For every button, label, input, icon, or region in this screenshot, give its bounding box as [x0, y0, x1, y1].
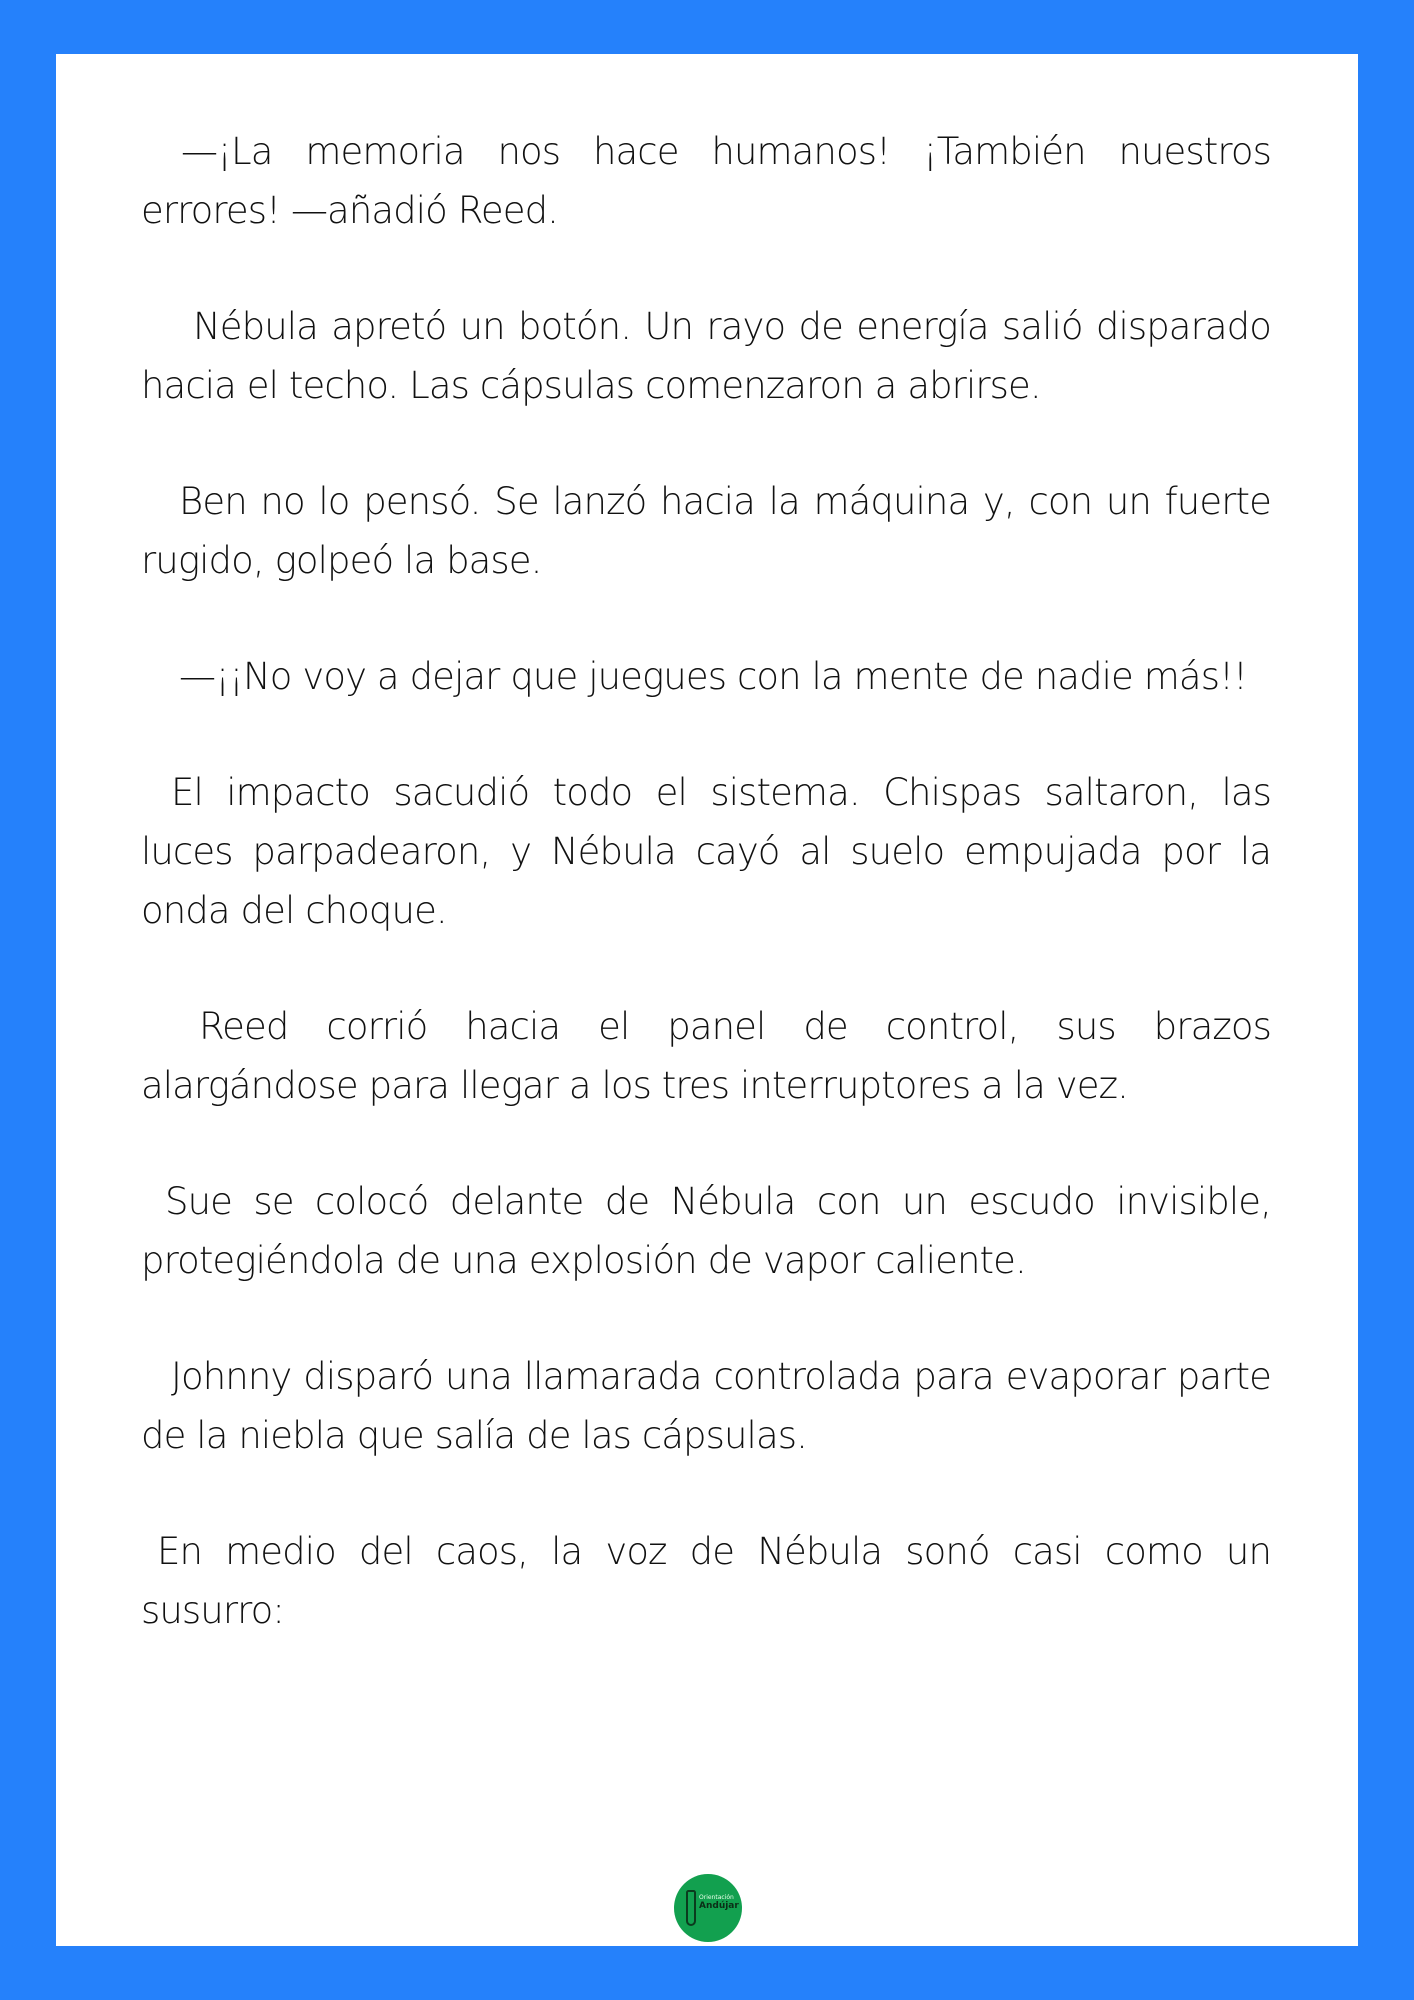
paragraph-8: Johnny disparó una llamarada controlada para evaporar parte de la niebla que salía de las cápsulas. — [141, 1355, 1271, 1457]
pencil-icon — [686, 1890, 696, 1926]
footer-logo — [674, 1874, 742, 1942]
paragraph-1: —¡La memoria nos hace humanos! ¡También nuestros errores! —añadió Reed. — [141, 130, 1271, 232]
paragraph-9: En medio del caos, la voz de Nébula sonó casi como un susurro: — [141, 1530, 1271, 1632]
paragraph-6: Reed corrió hacia el panel de control, sus brazos alargándose para llegar a los tres interruptores a la vez. — [141, 1005, 1271, 1107]
paragraph-3: Ben no lo pensó. Se lanzó hacia la máquina y, con un fuerte rugido, golpeó la base. — [141, 480, 1271, 582]
story-text — [141, 122, 1271, 1697]
paragraph-7: Sue se colocó delante de Nébula con un escudo invisible, protegiéndola de una explosión de vapor caliente. — [141, 1180, 1271, 1282]
logo-top-text: Orientación — [699, 1894, 734, 1901]
page-sheet — [56, 54, 1358, 1946]
logo-main-text: Andújar — [699, 1901, 739, 1911]
paragraph-2: Nébula apretó un botón. Un rayo de energía salió disparado hacia el techo. Las cápsulas comenzaron a abrirse. — [141, 305, 1271, 407]
paragraph-5: El impacto sacudió todo el sistema. Chispas saltaron, las luces parpadearon, y Nébula cayó al suelo empujada por la onda del choque. — [141, 771, 1271, 932]
paragraph-4: —¡¡No voy a dejar que juegues con la mente de nadie más!! — [179, 655, 1247, 698]
